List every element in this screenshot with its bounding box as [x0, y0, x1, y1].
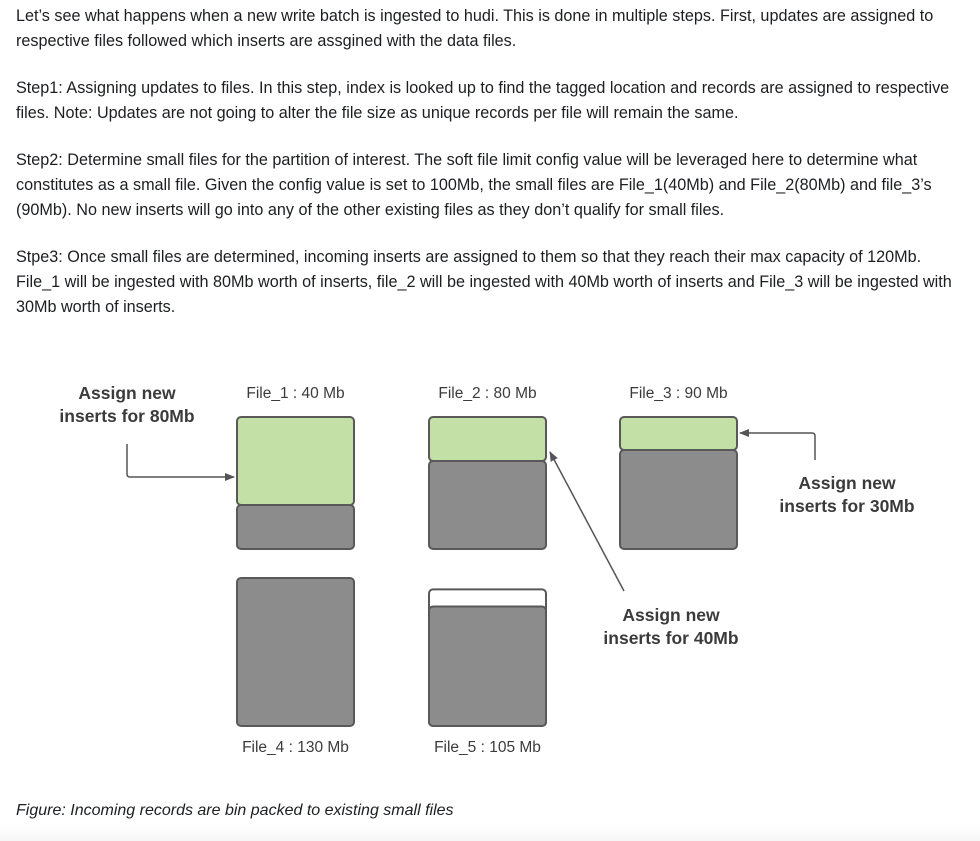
file-2-new-inserts-block	[429, 417, 546, 461]
annotation-file-1-line-1: Assign new	[78, 383, 176, 403]
step2-paragraph: Step2: Determine small files for the partition of interest. The soft file limit config value will be leveraged here to determine what constitutes as a small file. Given the config value is set to 100Mb, the small files are File_1(40Mb) and File_2(80Mb) and file_3’s (90Mb). No new inserts will go into any of the other existing files as they don’t qualify for small files.	[16, 151, 932, 219]
file-2-existing-block	[429, 461, 546, 549]
bottom-fade	[0, 826, 980, 841]
file-1-new-inserts-block	[237, 417, 354, 505]
annotation-file-3-line-1: Assign new	[798, 473, 896, 493]
arrow-to-file-2	[550, 452, 624, 591]
file-3-new-inserts-block	[620, 417, 737, 450]
step1-paragraph: Step1: Assigning updates to files. In this step, index is looked up to find the tagged location and records are assigned to respective files. Note: Updates are not going to alter the file size as unique records per file will remain the same.	[16, 79, 950, 122]
annotation-file-1-line-2: inserts for 80Mb	[59, 406, 195, 426]
file-2-label: File_2 : 80 Mb	[438, 385, 537, 402]
annotation-file-2-line-1: Assign new	[622, 605, 720, 625]
file-4-label: File_4 : 130 Mb	[242, 739, 349, 756]
file-3-label: File_3 : 90 Mb	[629, 385, 728, 402]
file-3-existing-block	[620, 450, 737, 549]
step3-paragraph: Stpe3: Once small files are determined, incoming inserts are assigned to them so that they reach their max capacity of 120Mb. File_1 will be ingested with 80Mb worth of inserts, file_2 will be ingested with 40Mb worth of inserts and File_3 will be ingested with 30Mb worth of inserts.	[16, 248, 952, 316]
file-1-label: File_1 : 40 Mb	[246, 385, 345, 402]
arrow-to-file-3	[740, 433, 815, 460]
annotation-file-2-line-2: inserts for 40Mb	[603, 628, 739, 648]
arrow-to-file-1	[127, 444, 234, 477]
file-5-existing-block	[429, 606, 546, 726]
file-5-remaining-capacity	[429, 589, 546, 726]
file-1-existing-block	[237, 505, 354, 549]
file-4-existing-block	[237, 578, 354, 726]
intro-paragraph: Let’s see what happens when a new write batch is ingested to hudi. This is done in multiple steps. First, updates are assigned to respective files followed which inserts are assgined with the data files.	[16, 7, 934, 50]
file-5-label: File_5 : 105 Mb	[434, 739, 541, 756]
figure-caption: Figure: Incoming records are bin packed to existing small files	[16, 802, 454, 819]
annotation-file-3-line-2: inserts for 30Mb	[779, 496, 915, 516]
